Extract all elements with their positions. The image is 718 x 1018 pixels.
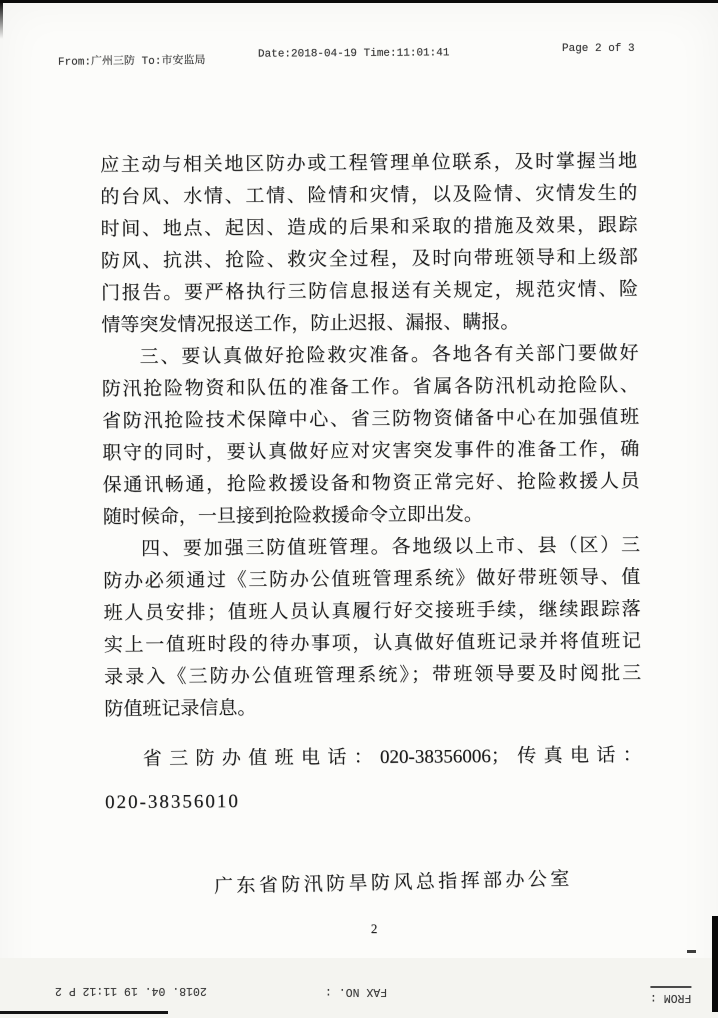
body-line: 四、要加强三防值班管理。各地级以上市、县（区）三 <box>140 534 641 560</box>
body-line: 实上一值班时段的待办事项，认真做好值班记录并将值班记 <box>103 630 641 657</box>
body-line: 防值班记录信息。 <box>104 697 257 721</box>
fax-phone-line: 020-38356010 <box>104 791 240 814</box>
contact-info <box>105 736 643 826</box>
paragraph-continuation <box>100 146 638 342</box>
body-line: 情等突发情况报送工作，防止迟报、漏报、瞒报。 <box>101 311 520 337</box>
body-line: 时间、地点、起因、造成的后果和采取的措施及效果，跟踪 <box>100 214 638 241</box>
body-line: 职守的同时，要认真做好应对灾害突发事件的准备工作，确 <box>102 438 640 465</box>
scan-edge-top <box>0 0 718 3</box>
body-line: 的台风、水情、工情、险情和灾情，以及险情、灾情发生的 <box>100 182 638 209</box>
fax-header-datetime: Date:2018-04-19 Time:11:01:41 <box>257 47 450 61</box>
duty-phone-line: 省三防办值班电话：020-38356006；传真电话： <box>142 744 642 770</box>
footer-timestamp: 2018. 04. 19 11:12 P 2 <box>55 984 207 997</box>
body-line: 防风、抗洪、抢险、救灾全过程，及时向带班领导和上级部 <box>100 246 638 273</box>
scan-edge-dash <box>687 950 696 953</box>
footer-from-label: FROM : <box>650 986 691 1004</box>
page-number: 2 <box>370 920 379 937</box>
footer-fax-no-label: FAX NO. : <box>325 985 388 998</box>
body-line: 随时候命，一旦接到抢险救援命令立即出发。 <box>102 504 483 529</box>
fax-header-page-info: Page 2 of 3 <box>562 43 635 55</box>
body-line: 录录入《三防办公值班管理系统》；带班领导要及时阅批三 <box>103 662 642 689</box>
paragraph-section-four <box>103 530 641 726</box>
body-line: 门报告。要严格执行三防信息报送有关规定，规范灾情、险 <box>100 278 639 305</box>
scan-edge-right-bar <box>712 916 718 1012</box>
paragraph-section-three <box>101 338 639 534</box>
scan-edge-left-mark <box>0 3 3 39</box>
body-line: 省防汛抢险技术保障中心、省三防物资储备中心在加强值班 <box>101 406 640 433</box>
body-line: 保通讯畅通，抢险救援设备和物资正常完好、抢险救援人员 <box>102 470 640 497</box>
body-line: 防办必须通过《三防办公值班管理系统》做好带班领导、值 <box>103 566 641 593</box>
fax-header-from-to: From:广州三防 To:市安监局 <box>57 55 206 69</box>
issuing-office-signature: 广东省防汛防旱防风总指挥部办公室 <box>213 868 573 898</box>
scan-edge-bottom-line <box>0 1011 168 1014</box>
body-line: 防汛抢险物资和队伍的准备工作。省属各防汛机动抢险队、 <box>101 374 639 401</box>
body-line: 三、要认真做好抢险救灾准备。各地各有关部门要做好 <box>139 342 639 368</box>
document-body <box>100 146 643 939</box>
body-line: 班人员安排；值班人员认真履行好交接班手续，继续跟踪落 <box>103 598 641 625</box>
body-line: 应主动与相关地区防办或工程管理单位联系，及时掌握当地 <box>99 150 638 177</box>
